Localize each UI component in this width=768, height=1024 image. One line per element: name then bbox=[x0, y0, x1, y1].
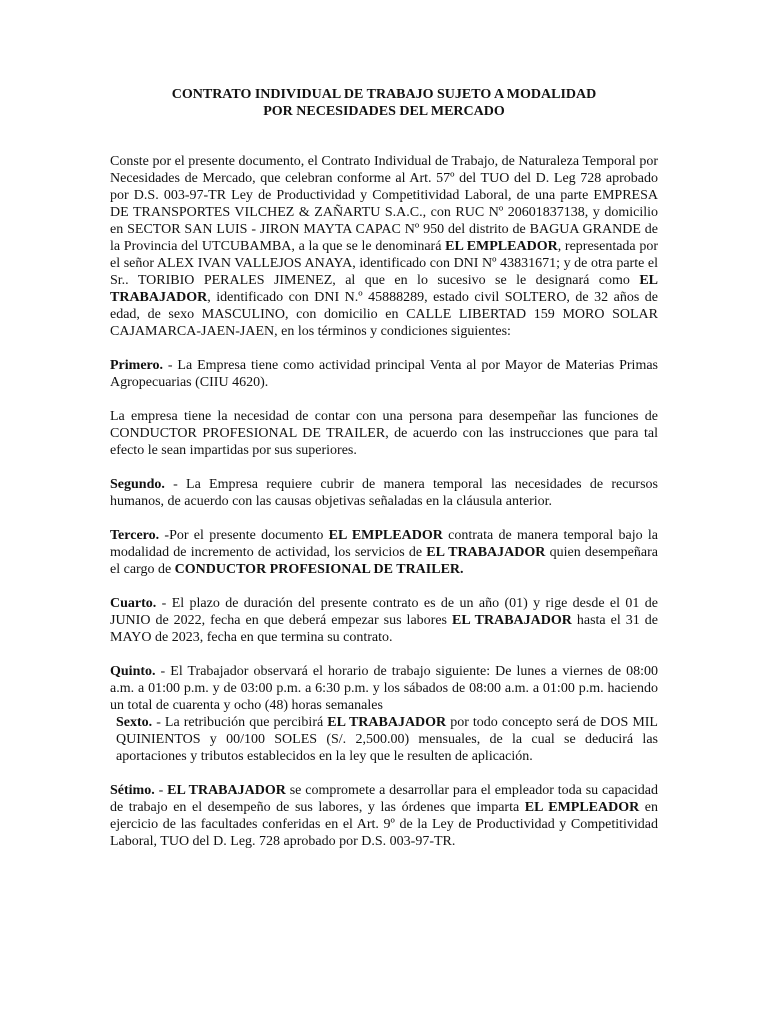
intro-paragraph bbox=[110, 153, 658, 340]
clause-tercero-label: Tercero. bbox=[110, 528, 160, 543]
clause-setimo-label: Sétimo. bbox=[110, 783, 155, 798]
clause-primero bbox=[110, 357, 658, 391]
intro-text-3: , identificado con DNI N.º 45888289, estado civil SOLTERO, de 32 años de edad, de sexo MASCULINO, con domicilio en CALLE LIBERTAD 159 MORO SOLAR CAJAMARCA-JAEN-JAEN, en los términos y condiciones siguientes: bbox=[110, 290, 658, 339]
clause-cuarto-bold-1: EL TRABAJADOR bbox=[451, 613, 572, 628]
necesidad-paragraph: La empresa tiene la necesidad de contar con una persona para desempeñar las funciones de CONDUCTOR PROFESIONAL DE TRAILER, de acuerdo con las instrucciones que para tal efecto le sean impartidas por sus superiores. bbox=[110, 409, 658, 458]
clause-sexto bbox=[110, 714, 658, 765]
document-title-line-2: POR NECESIDADES DEL MERCADO bbox=[263, 104, 505, 119]
clause-tercero-text-1: -Por el presente documento bbox=[159, 528, 329, 543]
clause-tercero-text-2: contrata de manera temporal bajo la modalidad de incremento de actividad, los servicios de bbox=[110, 528, 659, 560]
clause-tercero-bold-1: EL EMPLEADOR bbox=[328, 528, 443, 543]
clause-cuarto-label: Cuarto. bbox=[110, 596, 157, 611]
clause-cuarto bbox=[110, 595, 658, 646]
clause-sexto-text-1: - La retribución que percibirá bbox=[152, 715, 328, 730]
document-title-line-1: CONTRATO INDIVIDUAL DE TRABAJO SUJETO A MODALIDAD bbox=[171, 87, 597, 102]
intro-text-2: , representada por el señor ALEX IVAN VALLEJOS ANAYA, identificado con DNI Nº 43831671; y de otra parte el Sr.. TORIBIO PERALES JIMENEZ, al que en lo sucesivo se le designará como bbox=[110, 239, 658, 288]
clause-primero-text: - La Empresa tiene como actividad principal Venta al por Mayor de Materias Primas Agropecuarias (CIIU 4620). bbox=[110, 358, 658, 390]
intro-bold-trabajador: EL TRABAJADOR bbox=[110, 273, 658, 305]
clause-setimo-bold-2: EL EMPLEADOR bbox=[524, 800, 640, 815]
intro-bold-empleador: EL EMPLEADOR bbox=[445, 239, 558, 254]
clause-setimo bbox=[110, 782, 658, 850]
clause-tercero bbox=[110, 527, 658, 578]
clause-quinto bbox=[110, 663, 658, 714]
intro-text-1: Conste por el presente documento, el Contrato Individual de Trabajo, de Naturaleza Temporal por Necesidades de Mercado, que celebran conforme al Art. 57º del TUO del D. Leg 728 aprobado por D.S. 003-97-TR Ley de Productividad y Competitividad Laboral, de una parte EMPRESA DE TRANSPORTES VILCHEZ & ZAÑARTU S.A.C., con RUC Nº 20601837138, y domicilio en SECTOR SAN LUIS - JIRON MAYTA CAPAC Nº 950 del distrito de BAGUA GRANDE de la Provincia del UTCUBAMBA, a la que se le denominará bbox=[110, 154, 658, 254]
clause-segundo bbox=[110, 476, 658, 510]
clause-sexto-bold-1: EL TRABAJADOR bbox=[327, 715, 447, 730]
clause-tercero-text-3: quien desempeñara el cargo de bbox=[110, 545, 658, 577]
clause-sexto-label: Sexto. bbox=[116, 715, 153, 730]
clause-setimo-text-0: - bbox=[154, 783, 168, 798]
contract-page bbox=[110, 86, 658, 850]
clause-quinto-text: - El Trabajador observará el horario de trabajo siguiente: De lunes a viernes de 08:00 a.m. a 01:00 p.m. y de 03:00 p.m. a 6:30 p.m. y los sábados de 08:00 a.m. a 01:00 p.m. haciendo un total de cuarenta y ocho (48) horas semanales bbox=[110, 664, 658, 713]
clause-primero-label: Primero. bbox=[110, 358, 163, 373]
clause-setimo-bold-1: EL TRABAJADOR bbox=[167, 783, 286, 798]
clause-setimo-text-1: se compromete a desarrollar para el empleador toda su capacidad de trabajo en el desempeño de sus labores, y las órdenes que imparta bbox=[110, 783, 658, 815]
clause-segundo-text: - La Empresa requiere cubrir de manera temporal las necesidades de recursos humanos, de acuerdo con las causas objetivas señaladas en la cláusula anterior. bbox=[110, 477, 658, 509]
clause-segundo-label: Segundo. bbox=[110, 477, 165, 492]
clause-tercero-bold-2: EL TRABAJADOR bbox=[426, 545, 546, 560]
clause-tercero-bold-3: CONDUCTOR PROFESIONAL DE TRAILER. bbox=[174, 562, 464, 577]
clause-quinto-label: Quinto. bbox=[110, 664, 156, 679]
clause-setimo-text-2: en ejercicio de las facultades conferidas en el Art. 9º de la Ley de Productividad y Competitividad Laboral, TUO del D. Leg. 728 aprobado por D.S. 003-97-TR. bbox=[110, 800, 659, 849]
clause-cuarto-text-2: hasta el 31 de MAYO de 2023, fecha en que termina su contrato. bbox=[110, 613, 658, 645]
clause-cuarto-text-1: - El plazo de duración del presente contrato es de un año (01) y rige desde el 01 de JUNIO de 2022, fecha en que deberá empezar sus labores bbox=[110, 596, 658, 628]
clause-sexto-text-2: por todo concepto será de DOS MIL QUINIENTOS y 00/100 SOLES (S/. 2,500.00) mensuales, de la cual se deducirá las aportaciones y tributos establecidos en la ley que le resulten de aplicación. bbox=[116, 715, 658, 764]
